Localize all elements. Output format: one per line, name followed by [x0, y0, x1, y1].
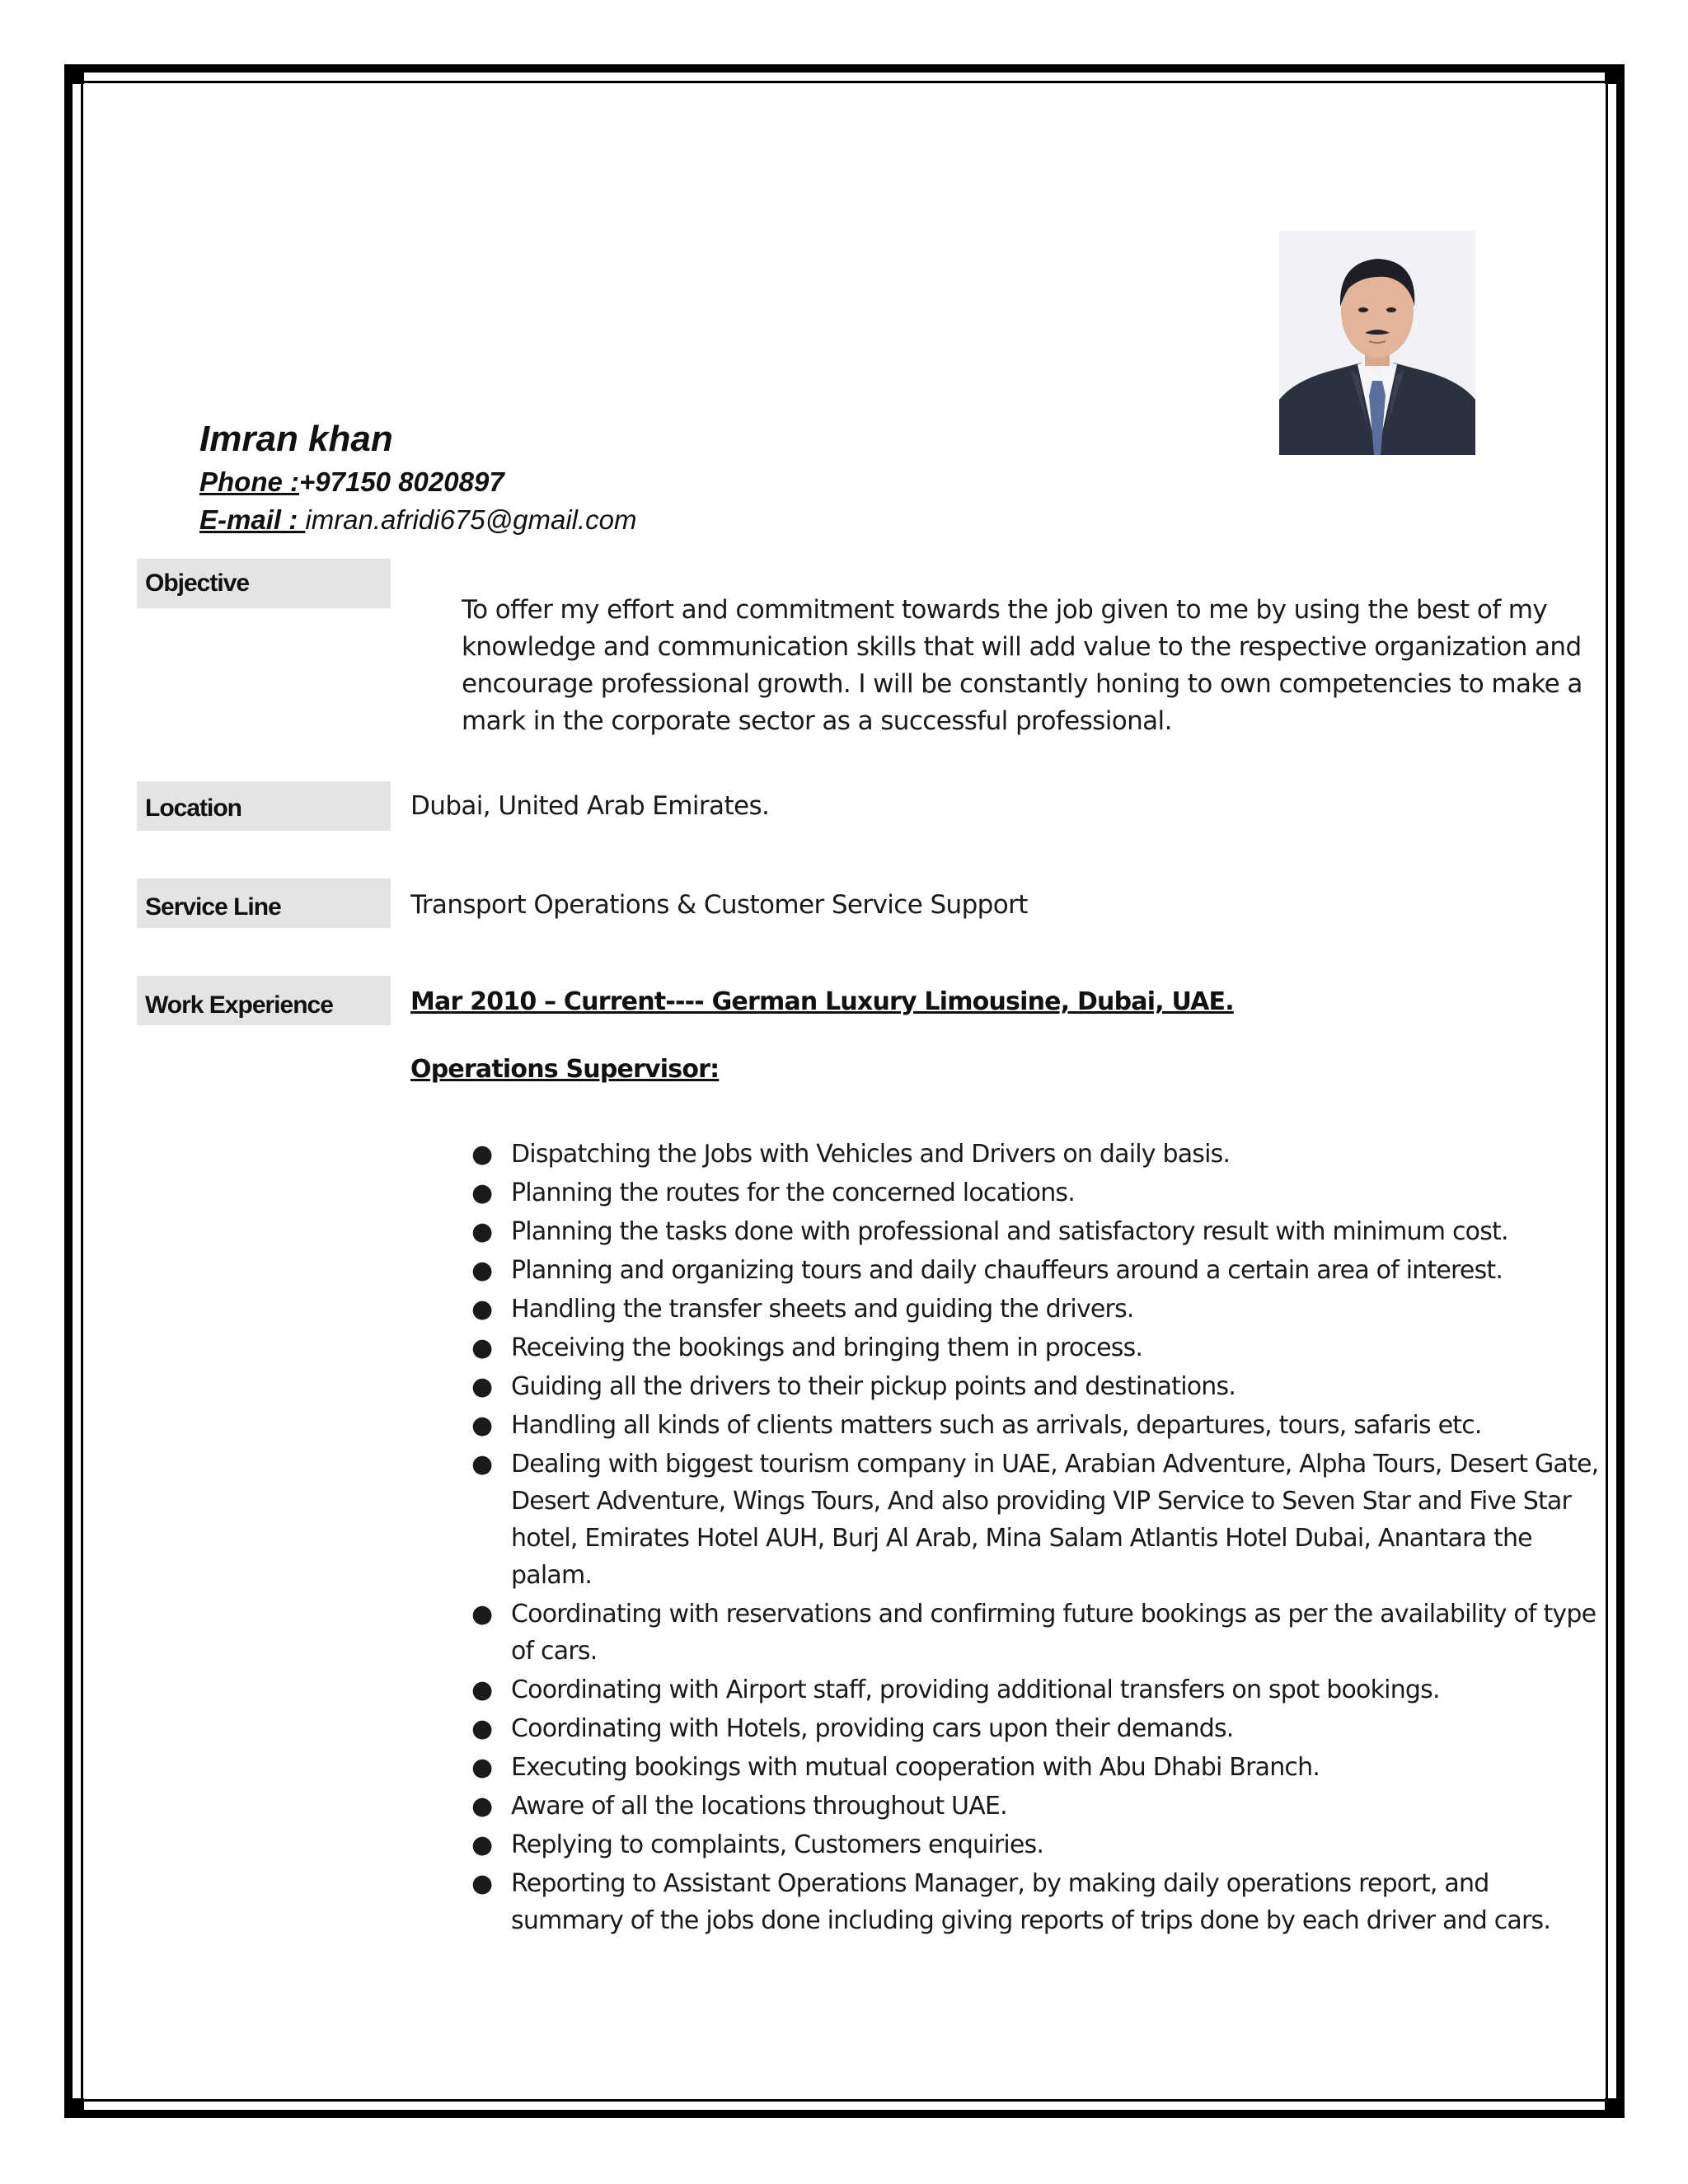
- duty-text: Guiding all the drivers to their pickup points and destinations.: [511, 1372, 1236, 1401]
- objective-label: Objective: [137, 559, 391, 608]
- duty-text: Planning and organizing tours and daily chauffeurs around a certain area of interest.: [511, 1256, 1503, 1285]
- bullet-icon: ●: [471, 1217, 493, 1246]
- work-experience-label: Work Experience: [137, 976, 391, 1025]
- email-address[interactable]: imran.afridi675@gmail.com: [305, 504, 637, 535]
- duty-item: [462, 1174, 1599, 1212]
- duty-text: Executing bookings with mutual cooperation with Abu Dhabi Branch.: [511, 1753, 1320, 1782]
- duty-text: Aware of all the locations throughout UAE.: [511, 1792, 1007, 1821]
- duty-item: [462, 1710, 1599, 1747]
- bullet-icon: ●: [471, 1256, 493, 1285]
- bullet-icon: ●: [471, 1411, 493, 1440]
- experience-role: Operations Supervisor:: [410, 1055, 720, 1084]
- duty-text: Dealing with biggest tourism company in UAE, Arabian Adventure, Alpha Tours, Desert Gate, Desert Adventure, Wings Tours, And also providing VIP Service to Seven Star and Five Star hotel, Emirates Hotel AUH, Burj Al Arab, Mina Salam Atlantis Hotel Dubai, Anantara the palam.: [511, 1450, 1599, 1590]
- phone-number: +97150 8020897: [299, 466, 504, 497]
- experience-period-company: Mar 2010 – Current---- German Luxury Limousine, Dubai, UAE.: [410, 987, 1234, 1016]
- bullet-icon: ●: [471, 1333, 493, 1362]
- email-label: E-mail :: [199, 504, 306, 535]
- border-corner-bottom-left: [64, 2098, 84, 2118]
- duty-text: Reporting to Assistant Operations Manager, by making daily operations report, and summary of the jobs done including giving reports of trips done by each driver and cars.: [511, 1869, 1551, 1935]
- bullet-icon: ●: [471, 1753, 493, 1782]
- bullet-icon: ●: [471, 1714, 493, 1743]
- duty-item: [462, 1252, 1599, 1289]
- bullet-icon: ●: [471, 1450, 493, 1479]
- duty-text: Coordinating with Hotels, providing cars upon their demands.: [511, 1714, 1234, 1743]
- duty-item: [462, 1865, 1599, 1939]
- duty-item: [462, 1596, 1599, 1670]
- duty-text: Receiving the bookings and bringing them in process.: [511, 1333, 1143, 1362]
- bullet-icon: ●: [471, 1295, 493, 1324]
- bullet-icon: ●: [471, 1869, 493, 1898]
- service-line-value: Transport Operations & Customer Service Support: [410, 890, 1028, 920]
- duties-list: [462, 1136, 1599, 1941]
- bullet-icon: ●: [471, 1600, 493, 1629]
- profile-photo: [1279, 231, 1475, 455]
- duty-item: [462, 1329, 1599, 1366]
- candidate-name: Imran khan: [199, 419, 393, 459]
- bullet-icon: ●: [471, 1830, 493, 1859]
- duty-item: [462, 1213, 1599, 1250]
- duty-item: [462, 1291, 1599, 1328]
- objective-text: To offer my effort and commitment towards the job given to me by using the best of my knowledge and communication skills that will add value to the respective organization and encourage professional growth. I will be constantly honing to own competencies to make a mark in the corporate sector as a successful professional.: [462, 595, 1582, 736]
- duty-item: [462, 1136, 1599, 1173]
- email-line: [199, 504, 637, 536]
- bullet-icon: ●: [471, 1179, 493, 1207]
- duty-item: [462, 1446, 1599, 1594]
- duty-text: Planning the routes for the concerned locations.: [511, 1179, 1075, 1207]
- duty-text: Handling all kinds of clients matters such as arrivals, departures, tours, safaris etc.: [511, 1411, 1482, 1440]
- duty-text: Coordinating with reservations and confirming future bookings as per the availability of type of cars.: [511, 1600, 1597, 1666]
- bullet-icon: ●: [471, 1372, 493, 1401]
- duty-item: [462, 1826, 1599, 1863]
- duty-item: [462, 1407, 1599, 1444]
- bullet-icon: ●: [471, 1792, 493, 1821]
- border-corner-top-right: [1605, 64, 1625, 84]
- service-line-label: Service Line: [137, 879, 391, 928]
- bullet-icon: ●: [471, 1675, 493, 1704]
- duty-text: Planning the tasks done with professional and satisfactory result with minimum cost.: [511, 1217, 1508, 1246]
- duty-text: Dispatching the Jobs with Vehicles and Drivers on daily basis.: [511, 1140, 1231, 1169]
- duty-item: [462, 1671, 1599, 1708]
- duty-item: [462, 1749, 1599, 1786]
- duty-text: Handling the transfer sheets and guiding the drivers.: [511, 1295, 1134, 1324]
- duty-text: Replying to complaints, Customers enquiries.: [511, 1830, 1044, 1859]
- border-corner-bottom-right: [1605, 2098, 1625, 2118]
- phone-line: [199, 466, 504, 498]
- duty-item: [462, 1788, 1599, 1825]
- location-label: Location: [137, 781, 391, 831]
- duty-text: Coordinating with Airport staff, providing additional transfers on spot bookings.: [511, 1675, 1440, 1704]
- location-value: Dubai, United Arab Emirates.: [410, 791, 770, 821]
- border-corner-top-left: [64, 64, 84, 84]
- phone-label: Phone :: [199, 466, 299, 497]
- duty-item: [462, 1368, 1599, 1405]
- bullet-icon: ●: [471, 1140, 493, 1169]
